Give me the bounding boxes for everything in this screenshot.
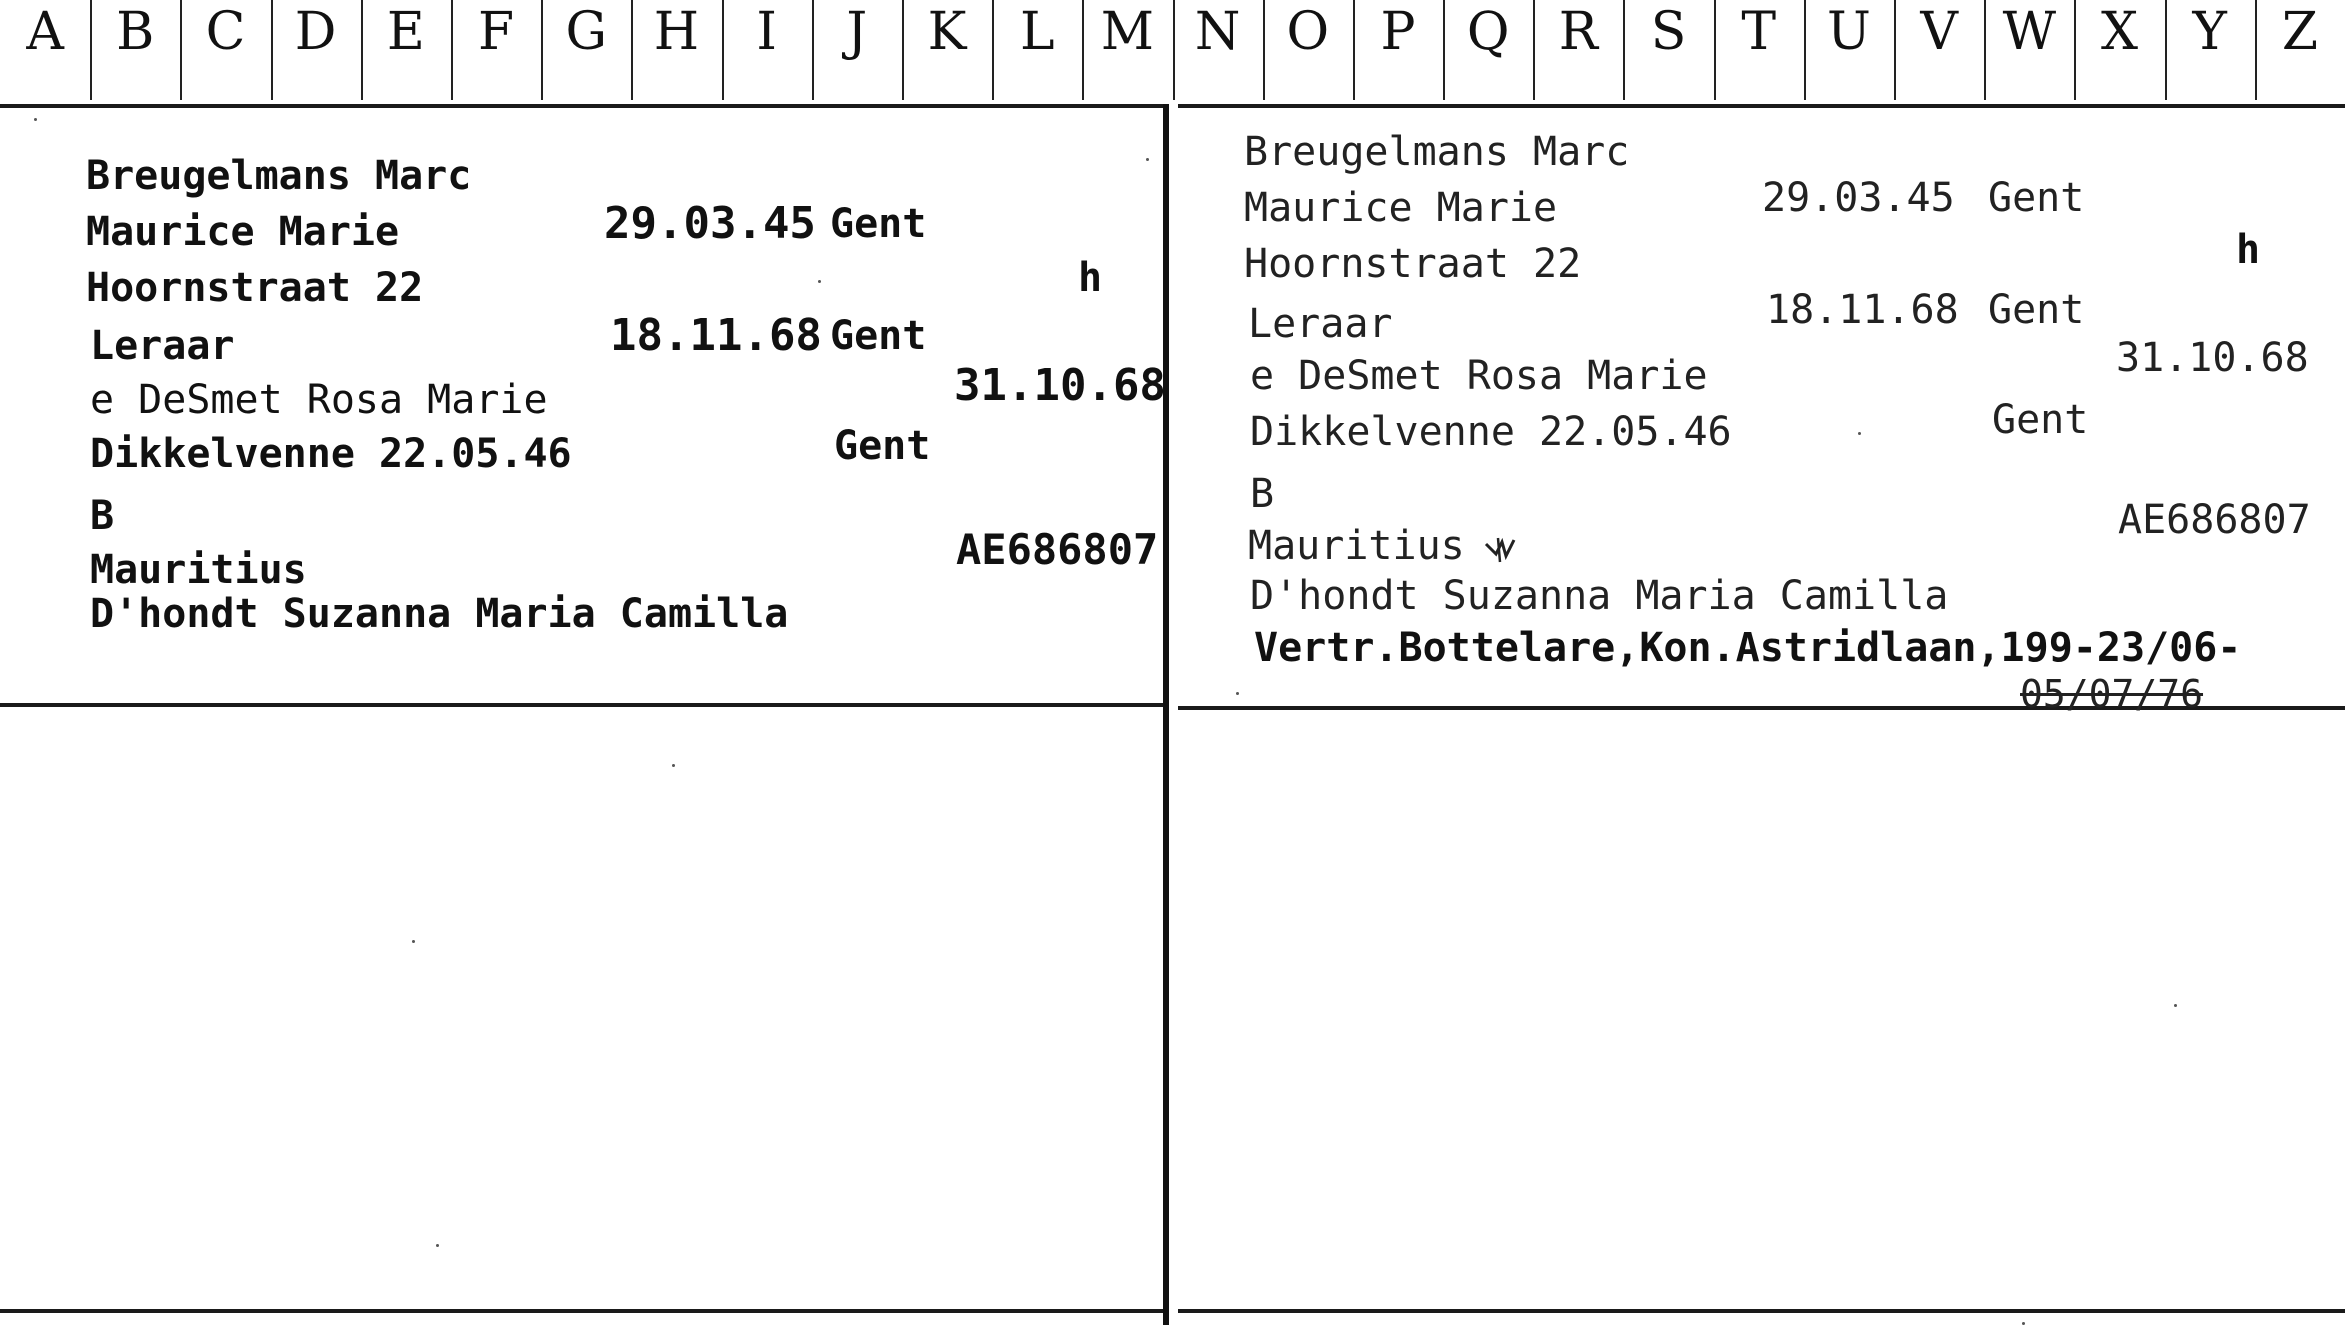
alphabet-divider [722,0,724,100]
alphabet-divider [1173,0,1175,100]
alphabet-letter-b: B [116,2,155,62]
right-country: Mauritius [1248,523,1465,569]
left-mark: h [1078,255,1103,301]
right-address: Hoornstraat 22 [1244,241,1582,287]
left-profession: Leraar [90,323,235,369]
bottom-rule-left [0,1309,1164,1313]
left-code: B [90,493,115,539]
alphabet-divider [2255,0,2257,100]
top-rule-left [0,104,1164,108]
alphabet-divider [2165,0,2167,100]
alphabet-divider [902,0,904,100]
alphabet-letter-z: Z [2281,2,2318,62]
left-birth-date: 29.03.45 [604,198,816,249]
alphabet-divider [631,0,633,100]
right-mark: h [2236,227,2261,273]
alphabet-divider [271,0,273,100]
alphabet-letter-n: N [1194,2,1241,62]
bottom-rule-right [1178,1309,2345,1313]
alphabet-letter-k: K [927,2,967,62]
right-spouse-birth: Dikkelvenne 22.05.46 [1250,409,1732,455]
right-mother: D'hondt Suzanna Maria Camilla [1250,573,1949,619]
alphabet-divider [992,0,994,100]
right-number: AE686807 [2118,497,2311,543]
right-given-names: Maurice Marie [1244,185,1558,231]
left-given-names: Maurice Marie [86,209,400,255]
alphabet-divider [1804,0,1806,100]
alphabet-letter-f: F [478,2,515,62]
scan-speck [818,280,821,283]
scan-speck [672,764,675,767]
right-name: Breugelmans Marc [1244,129,1630,175]
left-marriage-date: 18.11.68 [610,310,822,361]
alphabet-letter-a: A [26,2,64,62]
left-spouse: e DeSmet Rosa Marie [90,377,548,423]
right-spouse-birth-place: Gent [1992,397,2089,443]
alphabet-letter-q: Q [1466,2,1510,62]
alphabet-letter-h: H [653,2,700,62]
right-profession: Leraar [1248,301,1393,347]
alphabet-letter-l: L [1019,2,1055,62]
right-marriage-place: Gent [1988,287,2085,333]
alphabet-letter-p: P [1380,2,1416,62]
alphabet-divider [1443,0,1445,100]
alphabet-divider [1623,0,1625,100]
alphabet-letter-j: J [846,2,868,62]
left-country: Mauritius [90,547,307,593]
alphabet-divider [1082,0,1084,100]
right-spouse: e DeSmet Rosa Marie [1250,353,1708,399]
alphabet-letter-i: I [756,2,777,62]
alphabet-divider [1263,0,1265,100]
left-name: Breugelmans Marc [86,153,472,199]
alphabet-letter-x: X [2101,2,2139,62]
alphabet-divider [812,0,814,100]
handwritten-scribble-icon [1484,534,1520,564]
alphabet-letter-d: D [294,2,337,62]
alphabet-letter-e: E [386,2,425,62]
alphabet-letter-o: O [1286,2,1330,62]
alphabet-letter-y: Y [2192,2,2227,62]
alphabet-letter-m: M [1100,2,1155,62]
alphabet-divider [451,0,453,100]
left-number: AE686807 [956,525,1159,574]
scan-speck [412,940,415,943]
right-annotation-date: 05/07/76 [2020,672,2204,716]
top-rule-right [1178,104,2345,108]
right-birth-place: Gent [1988,175,2085,221]
alphabet-divider [1984,0,1986,100]
left-date-right: 31.10.68 [954,360,1166,411]
left-birth-place: Gent [830,201,927,247]
alphabet-divider [90,0,92,100]
alphabet-divider [541,0,543,100]
left-address: Hoornstraat 22 [86,265,424,311]
left-mother: D'hondt Suzanna Maria Camilla [90,591,789,637]
right-marriage-date: 18.11.68 [1766,287,1959,333]
right-code: B [1250,471,1275,517]
alphabet-letter-g: G [565,2,607,62]
alphabet-letter-t: T [1741,2,1777,62]
alphabet-letter-c: C [205,2,246,62]
right-date-right: 31.10.68 [2116,335,2309,381]
alphabet-letter-u: U [1827,2,1871,62]
left-spouse-birth-place: Gent [834,423,931,469]
alphabet-index-header [0,0,2345,110]
alphabet-divider [1894,0,1896,100]
scan-speck [1146,158,1149,161]
scan-speck [2174,1004,2177,1007]
left-spouse-birth: Dikkelvenne 22.05.46 [90,431,572,477]
alphabet-divider [1353,0,1355,100]
alphabet-divider [361,0,363,100]
right-birth-date: 29.03.45 [1762,175,1955,221]
right-annotation: Vertr.Bottelare,Kon.Astridlaan,199-23/06- [1254,625,2242,671]
scan-speck [1236,692,1239,695]
alphabet-divider [180,0,182,100]
scan-speck [34,118,37,121]
alphabet-letter-r: R [1558,2,1598,62]
scan-speck [436,1244,439,1247]
alphabet-letter-s: S [1650,2,1687,62]
scan-speck [1858,432,1861,435]
left-marriage-place: Gent [830,313,927,359]
alphabet-letter-v: V [1920,2,1958,62]
alphabet-divider [1714,0,1716,100]
alphabet-divider [1533,0,1535,100]
center-divider [1163,104,1169,1325]
alphabet-letter-w: W [2002,2,2057,62]
alphabet-divider [2074,0,2076,100]
mid-rule-left [0,703,1164,707]
